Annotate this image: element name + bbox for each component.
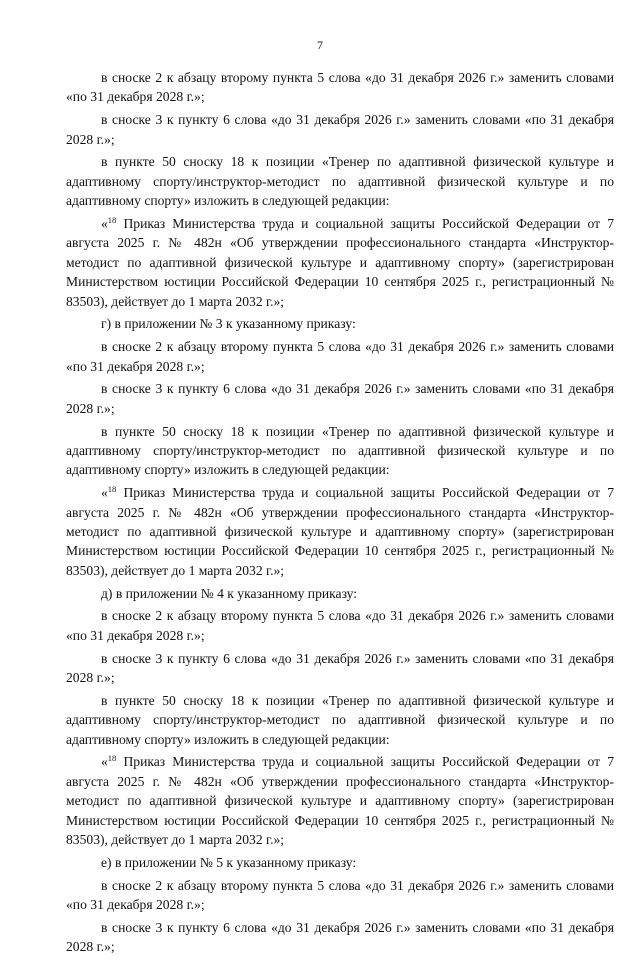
- footnote-marker: 18: [107, 753, 117, 764]
- paragraph-text: г) в приложении № 3 к указанному приказу:: [101, 316, 356, 332]
- paragraph: [66, 584, 614, 603]
- paragraph-text: в сноске 3 к пункту 6 слова «до 31 декабря 2026 г.» заменить словами «по 31 декабря 2028 г.»;: [66, 112, 614, 147]
- paragraph: [66, 379, 614, 418]
- paragraph-text: Приказ Министерства труда и социальной защиты Российской Федерации от 7 августа 2025 г. № 482н «Об утверждении профессионального стандарта «Инструктор-методист по адаптивной физической культуре и адаптивному спорту» (зарегистрирован Министерством юстиции Российской Федерации 10 сентября 2025 г., регистрационный № 83503), действует до 1 марта 2032 г.»;: [66, 754, 614, 848]
- open-quote: «: [101, 216, 108, 232]
- paragraph: [66, 422, 614, 480]
- footnote-paragraph: [66, 483, 614, 580]
- paragraph: [66, 691, 614, 749]
- paragraph: [66, 918, 614, 957]
- paragraph-text: в пункте 50 сноску 18 к позиции «Тренер по адаптивной физической культуре и адаптивному спорту/инструктор-методист по адаптивной физической культуре и по адаптивному спорту» изложить в следующей редакции:: [66, 423, 614, 478]
- paragraph-text: в сноске 3 к пункту 6 слова «до 31 декабря 2026 г.» заменить словами «по 31 декабря 2028 г.»;: [66, 381, 614, 416]
- paragraph-text: в сноске 2 к абзацу второму пункта 5 слова «до 31 декабря 2026 г.» заменить словами «по 31 декабря 2028 г.»;: [66, 70, 614, 105]
- open-quote: «: [101, 754, 108, 770]
- paragraph-text: в сноске 2 к абзацу второму пункта 5 слова «до 31 декабря 2026 г.» заменить словами «по 31 декабря 2028 г.»;: [66, 877, 614, 913]
- paragraph: [66, 314, 614, 333]
- paragraph: [66, 337, 614, 376]
- paragraph: [66, 649, 614, 688]
- footnote-marker: 18: [107, 484, 117, 495]
- paragraph-text: в пункте 50 сноску 18 к позиции «Тренер по адаптивной физической культуре и адаптивному спорту/инструктор-методист по адаптивной физической культуре и по адаптивному спорту» изложить в следующей редакции:: [66, 154, 614, 209]
- paragraph-text: в пункте 50 сноску 18 к позиции «Тренер по адаптивной физической культуре и адаптивному спорту/инструктор-методист по адаптивной физической культуре и по адаптивному спорту» изложить в следующей редакции:: [66, 692, 614, 747]
- paragraph-text: Приказ Министерства труда и социальной защиты Российской Федерации от 7 августа 2025 г. № 482н «Об утверждении профессионального стандарта «Инструктор-методист по адаптивной физической культуре и адаптивному спорту» (зарегистрирован Министерством юстиции Российской Федерации 10 сентября 2025 г., регистрационный № 83503), действует до 1 марта 2032 г.»;: [66, 216, 614, 309]
- paragraph: [66, 876, 614, 915]
- page-number: 7: [317, 38, 323, 52]
- paragraph: [66, 152, 614, 210]
- footnote-marker: 18: [107, 215, 117, 226]
- paragraph-text: е) в приложении № 5 к указанному приказу:: [101, 854, 357, 870]
- paragraph-text: в сноске 2 к абзацу второму пункта 5 слова «до 31 декабря 2026 г.» заменить словами «по 31 декабря 2028 г.»;: [66, 339, 614, 374]
- paragraph-text: Приказ Министерства труда и социальной защиты Российской Федерации от 7 августа 2025 г. № 482н «Об утверждении профессионального стандарта «Инструктор-методист по адаптивной физической культуре и адаптивному спорту» (зарегистрирован Министерством юстиции Российской Федерации 10 сентября 2025 г., регистрационный № 83503), действует до 1 марта 2032 г.»;: [66, 485, 614, 578]
- paragraph-text: в сноске 3 к пункту 6 слова «до 31 декабря 2026 г.» заменить словами «по 31 декабря 2028 г.»;: [66, 650, 614, 686]
- paragraph: [66, 853, 614, 872]
- footnote-paragraph: [66, 752, 614, 849]
- open-quote: «: [101, 485, 108, 501]
- paragraph: [66, 110, 614, 149]
- footnote-paragraph: [66, 214, 614, 311]
- paragraph-text: в сноске 3 к пункту 6 слова «до 31 декабря 2026 г.» заменить словами «по 31 декабря 2028 г.»;: [66, 919, 614, 955]
- document-body: [66, 68, 614, 960]
- paragraph-text: в сноске 2 к абзацу второму пункта 5 слова «до 31 декабря 2026 г.» заменить словами «по 31 декабря 2028 г.»;: [66, 608, 614, 643]
- paragraph: [66, 606, 614, 645]
- paragraph-text: д) в приложении № 4 к указанному приказу:: [101, 585, 358, 601]
- paragraph: [66, 68, 614, 107]
